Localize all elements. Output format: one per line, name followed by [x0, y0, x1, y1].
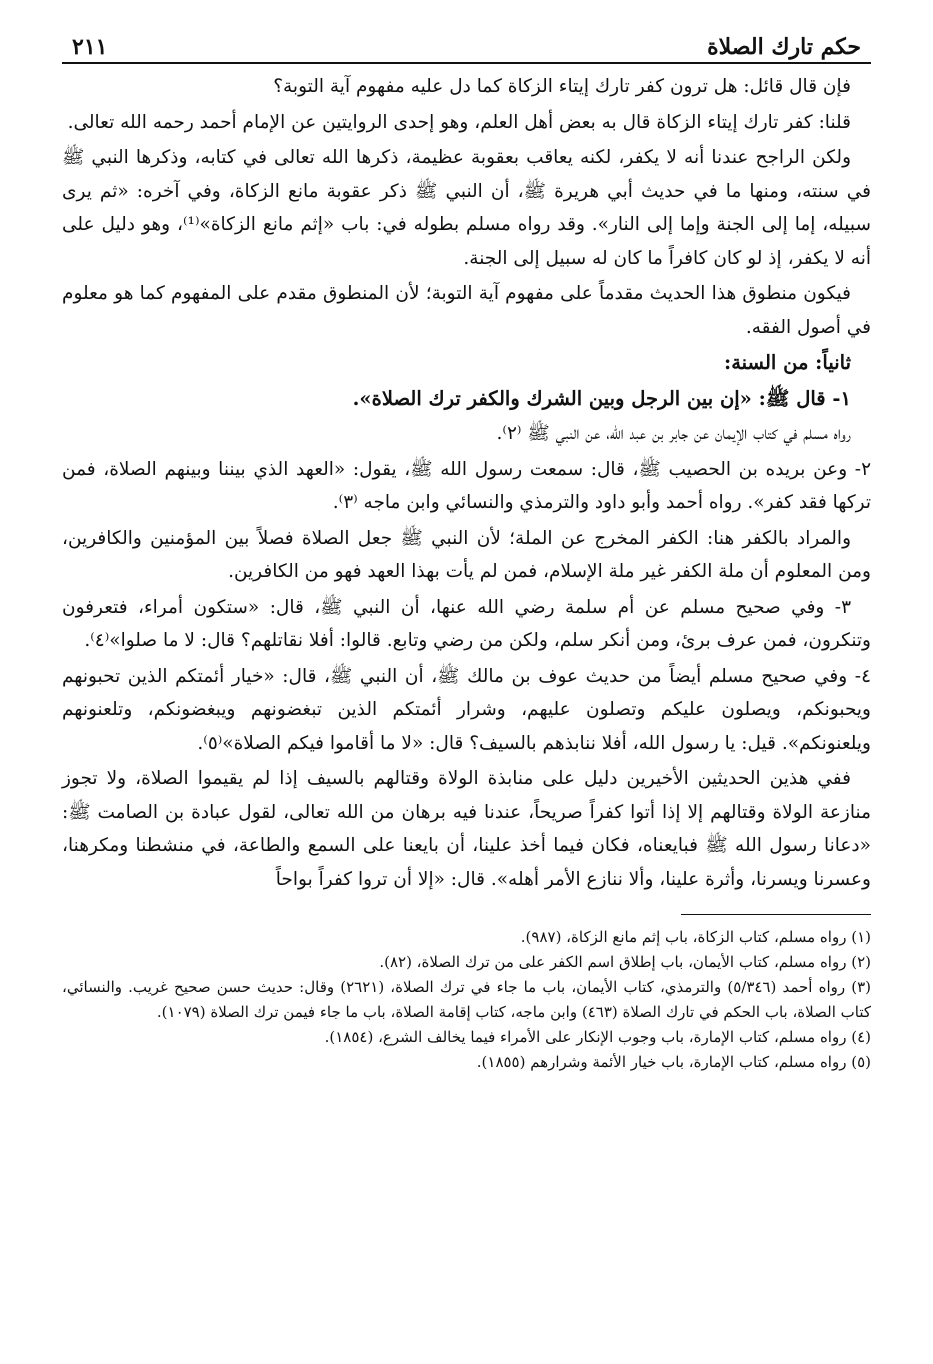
hadith-paragraph: ١- قال ﷺ: «إن بين الرجل وبين الشرك والكفر ترك الصلاة». [352, 386, 851, 410]
paragraph: والمراد بالكفر هنا: الكفر المخرج عن الملة؛ لأن النبي ﷺ جعل الصلاة فصلاً بين المؤمنين والكافرين، ومن المعلوم أن ملة الكفر غير ملة الإسلام، فمن لم يأت بهذا العهد فهو من الكافرين. [62, 527, 871, 582]
footnote-item: (٤) رواه مسلم، كتاب الإمارة، باب وجوب الإنكار على الأمراء فيما يخالف الشرع، (١٨٥٤). [324, 1028, 871, 1046]
footnotes [62, 925, 871, 1075]
page-number: ٢١١ [72, 34, 108, 60]
paragraph: رواه مسلم في كتاب الإيمان عن جابر بن عبد الله، عن النبي ﷺ ⁽٢⁾. [496, 423, 851, 444]
running-header [62, 30, 871, 64]
footnote-divider [681, 914, 871, 915]
section-heading: ثانياً: من السنة: [724, 351, 851, 374]
hadith-paragraph: ٢- وعن بريده بن الحصيب ﷺ، قال: سمعت رسول الله ﷺ، يقول: «العهد الذي بيننا وبينهم الصلاة، فمن تركها فقد كفر». رواه أحمد وأبو داود والترمذي والنسائي وابن ماجه ⁽٣⁾. [62, 458, 871, 513]
main-text [62, 70, 871, 896]
paragraph: ولكن الراجح عندنا أنه لا يكفر، لكنه يعاقب بعقوبة عظيمة، ذكرها الله تعالى في كتابه، وذكرها النبي ﷺ في سنته، ومنها ما في حديث أبي هريرة ﷺ، أن النبي ﷺ ذكر عقوبة مانع الزكاة، وفي آخره: «ثم يرى سبيله، إما إلى الجنة وإما إلى النار». وقد رواه مسلم بطوله في: باب «إثم مانع الزكاة»⁽¹⁾، وهو دليل على أنه لا يكفر، إذ لو كان كافراً ما كان له سبيل إلى الجنة. [62, 147, 871, 269]
running-title: حكم تارك الصلاة [707, 34, 861, 60]
footnote-item: (٣) رواه أحمد (٥/٣٤٦) والترمذي، كتاب الأيمان، باب ما جاء في ترك الصلاة، (٢٦٢١) وقال: حديث حسن صحيح غريب. والنسائي، كتاب الصلاة، باب الحكم في تارك الصلاة (٤٦٣) وابن ماجه، كتاب إقامة الصلاة، باب ما جاء فيمن ترك الصلاة (١٠٧٩). [62, 978, 871, 1021]
paragraph: قلنا: كفر تارك إيتاء الزكاة قال به بعض أهل العلم، وهو إحدى الروايتين عن الإمام أحمد رحمه الله تعالى. [67, 111, 851, 133]
paragraph: ففي هذين الحديثين الأخيرين دليل على منابذة الولاة وقتالهم بالسيف إذا لم يقيموا الصلاة، ولا تجوز منازعة الولاة وقتالهم إلا إذا أتوا كفراً صريحاً، عندنا فيه برهان من الله تعالى، لقول عبادة بن الصامت ﷺ: «دعانا رسول الله ﷺ فبايعناه، فكان فيما أخذ علينا، أن بايعنا على السمع والطاعة، في منشطنا ومكرهنا، وعسرنا ويسرنا، وأثرة علينا، وألا ننازع الأمر أهله». قال: «إلا أن تروا كفراً بواحاً [62, 768, 871, 890]
hadith-paragraph: ٣- وفي صحيح مسلم عن أم سلمة رضي الله عنها، أن النبي ﷺ، قال: «ستكون أمراء، فتعرفون وتنكرون، فمن عرف برئ، ومن أنكر سلم، ولكن من رضي وتابع. قالوا: أفلا نقاتلهم؟ قال: لا ما صلوا»⁽٤⁾. [62, 596, 871, 651]
paragraph: فإن قال قائل: هل ترون كفر تارك إيتاء الزكاة كما دل عليه مفهوم آية التوبة؟ [273, 76, 851, 97]
paragraph: فيكون منطوق هذا الحديث مقدماً على مفهوم آية التوبة؛ لأن المنطوق مقدم على المفهوم كما هو معلوم في أصول الفقه. [62, 283, 871, 338]
footnote-item: (١) رواه مسلم، كتاب الزكاة، باب إثم مانع الزكاة، (٩٨٧). [520, 928, 871, 946]
footnote-item: (٢) رواه مسلم، كتاب الأيمان، باب إطلاق اسم الكفر على من ترك الصلاة، (٨٢). [379, 953, 871, 971]
hadith-paragraph: ٤- وفي صحيح مسلم أيضاً من حديث عوف بن مالك ﷺ، أن النبي ﷺ، قال: «خيار أئمتكم الذين تحبونهم ويحبونكم، ويصلون عليكم وتصلون عليهم، وشرار أئمتكم الذين تبغضونهم ويبغضونكم، وتلعنونهم ويلعنونكم». قيل: يا رسول الله، أفلا ننابذهم بالسيف؟ قال: «لا ما أقاموا فيكم الصلاة»⁽٥⁾. [62, 665, 871, 754]
footnote-item: (٥) رواه مسلم، كتاب الإمارة، باب خيار الأئمة وشرارهم (١٨٥٥). [476, 1053, 871, 1071]
